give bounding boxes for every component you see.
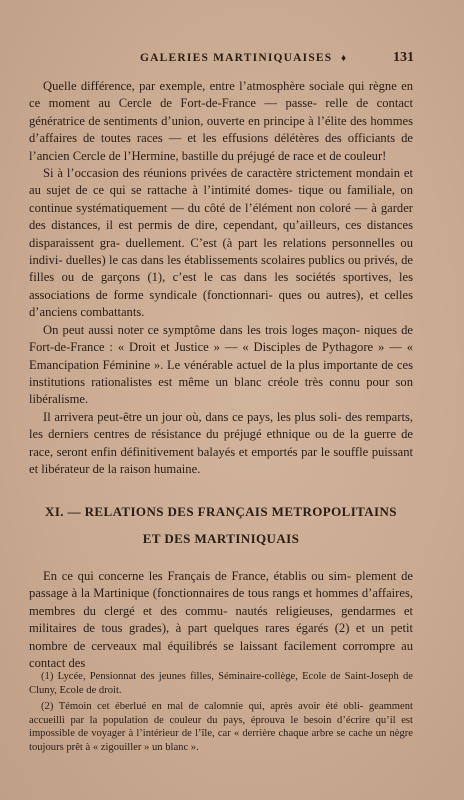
chapter-heading: XI. — RELATIONS DES FRANÇAIS METROPOLITAINS (45, 504, 397, 519)
running-title: GALERIES MARTINIQUAISES (140, 52, 333, 64)
footnotes (29, 670, 413, 755)
paragraph: En ce qui concerne les Français de France, établis ou sim- plement de passage à la Martinique (fonctionnaires de tous rangs et hommes d’affaires, membres du clergé et des commu- nautés religieuses, gendarmes et militaires de tous grades), à part quelques rares égarés (2) et un petit nombre de cerveaux mal équilibrés se laissant facilement corrompre au contact des (29, 569, 413, 671)
paragraph: On peut aussi noter ce symptôme dans les trois loges maçon- niques de Fort-de-France : « Droit et Justice » — « Disciples de Pythagore » — « Emancipation Féminine ». Le vénérable actuel de la plus importante de ces institutions rationalistes est même un blanc créole très connu pour son libéralisme. (29, 322, 413, 407)
page-number: 131 (393, 50, 414, 65)
page-header (0, 52, 464, 68)
chapter-text (29, 568, 413, 672)
ornament-icon: ♦ (341, 53, 347, 64)
paragraph: Si à l’occasion des réunions privées de caractère strictement mondain et au sujet de ce qui se rattache à l’intimité domes- tique ou familiale, on continue systématiquement — du côté de l’élément non coloré — à garder des distances, il est permis de dire, cependant, qu’ailleurs, ces distances disparaissent gra- duellement. C’est (à part les relations personnelles ou indivi- duelles) le cas dans les établissements scolaires publics ou privés, de filles ou de garçons (1), c’est le cas dans les sociétés sportives, les associations de forme syndicale (fonctionnari- ques ou autres), et celles d’anciens combattants. (29, 166, 413, 320)
chapter-subheading: ET DES MARTINIQUAIS (142, 531, 300, 546)
paragraph: Il arrivera peut-être un jour où, dans ce pays, les plus soli- des remparts, les derniers centres de résistance du préjugé ethnique ou de la guerre de race, seront enfin définitivement balayés et emportés par le souffle puissant et libérateur de la raison humaine. (29, 409, 413, 476)
footnote: (1) Lycée, Pensionnat des jeunes filles, Séminaire-collège, Ecole de Saint-Joseph de Cluny, Ecole de droit. (29, 671, 413, 696)
paragraph: Quelle différence, par exemple, entre l’atmosphère sociale qui règne en ce moment au Cercle de Fort-de-France — passe- relle de contact génératrice de sentiments d’union, ouverte en principe à l’élite des hommes d’affaires de toutes races — et les effusions délétères des officiants de l’ancien Cercle de l’Hermine, bastille du préjugé de race et de couleur! (29, 79, 413, 163)
main-text (29, 78, 413, 478)
footnote: (2) Témoin cet éberlué en mal de calomnie qui, après avoir été obli- geamment accueilli par la population de couleur du pays, éprouva le besoin d’écrire qu’il est impossible de voyager à l’intérieur de l’île, car « derrière chaque arbre se cache un nègre toujours prêt à « zigouiller » un blanc ». (29, 701, 413, 753)
